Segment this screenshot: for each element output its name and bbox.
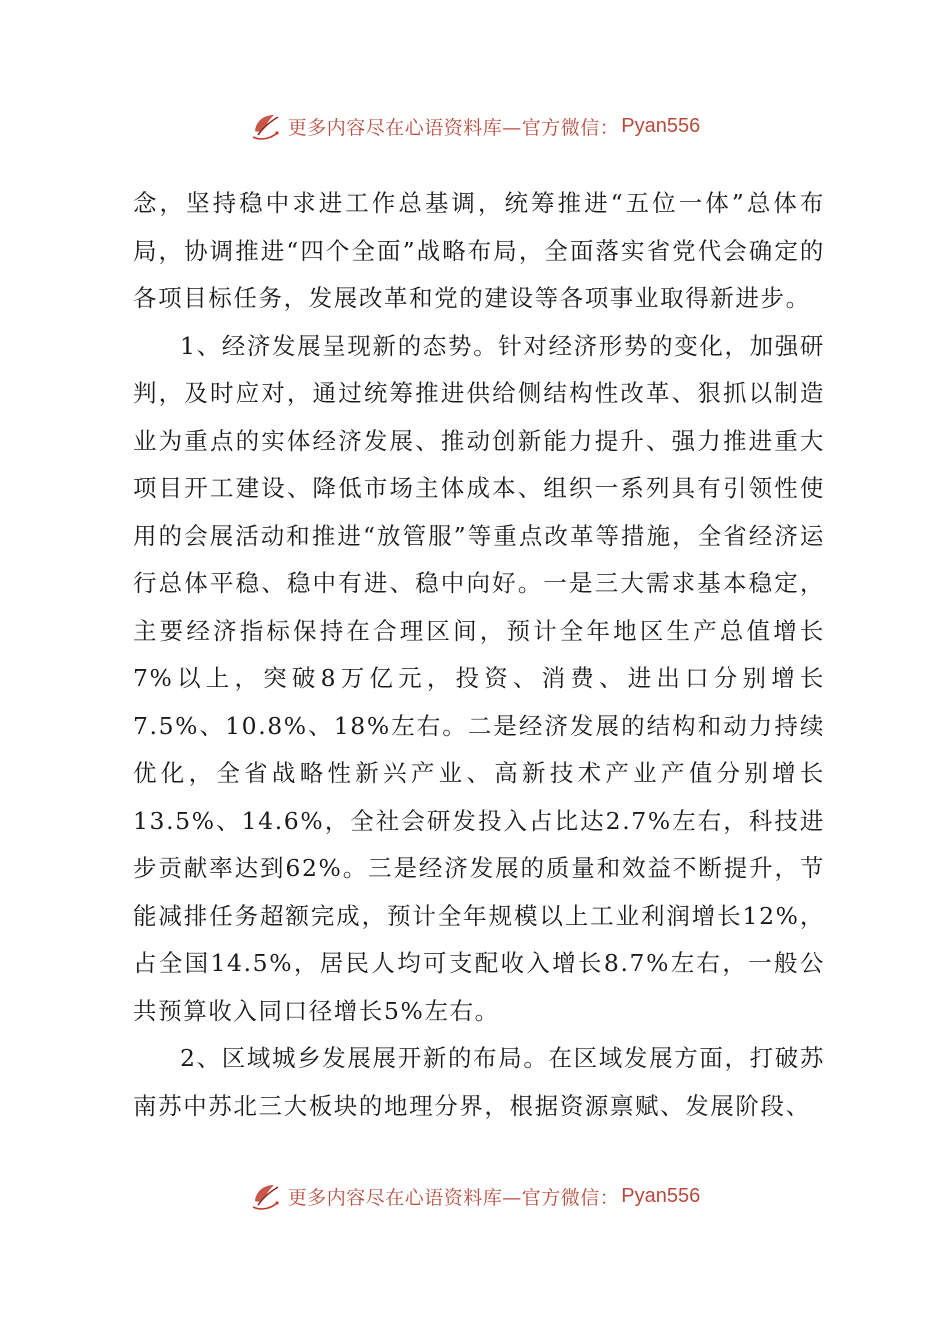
footer-banner [0, 1176, 950, 1216]
quill-logo-icon [250, 1179, 284, 1213]
body-paragraph: 念，坚持稳中求进工作总基调，统筹推进“五位一体”总体布局，协调推进“四个全面”战略布局，全面落实省党代会确定的各项目标任务，发展改革和党的建设等各项事业取得新进步。 [133, 189, 825, 312]
header-banner [0, 106, 950, 146]
body-paragraph: 1、经济发展呈现新的态势。针对经济形势的变化，加强研判，及时应对，通过统筹推进供给侧结构性改革、狠抓以制造业为重点的实体经济发展、推动创新能力提升、强力推进重大项目开工建设、降低市场主体成本、组织一系列具有引领性使用的会展活动和推进“放管服”等重点改革等措施，全省经济运行总体平稳、稳中有进、稳中向好。一是三大需求基本稳定，主要经济指标保持在合理区间，预计全年地区生产总值增长7%以上，突破8万亿元，投资、消费、进出口分别增长7.5%、10.8%、18%左右。二是经济发展的结构和动力持续优化，全省战略性新兴产业、高新技术产业产值分别增长13.5%、14.6%，全社会研发投入占比达2.7%左右，科技进步贡献率达到62%。三是经济发展的质量和效益不断提升，节能减排任务超额完成，预计全年规模以上工业利润增长12%，占全国14.5%，居民人均可支配收入增长8.7%左右，一般公共预算收入同口径增长5%左右。 [133, 331, 825, 1025]
header-wechat-id: Pyan556 [621, 114, 701, 137]
body-paragraph: 2、区域城乡发展展开新的布局。在区域发展方面，打破苏南苏中苏北三大板块的地理分界，根据资源禀赋、发展阶段、 [133, 1044, 825, 1120]
header-banner-text: 更多内容尽在心语资料库—官方微信： [287, 116, 620, 139]
footer-banner-text: 更多内容尽在心语资料库—官方微信： [287, 1186, 620, 1209]
footer-wechat-id: Pyan556 [621, 1184, 701, 1207]
quill-logo-icon [250, 109, 284, 143]
document-body [133, 180, 825, 1130]
